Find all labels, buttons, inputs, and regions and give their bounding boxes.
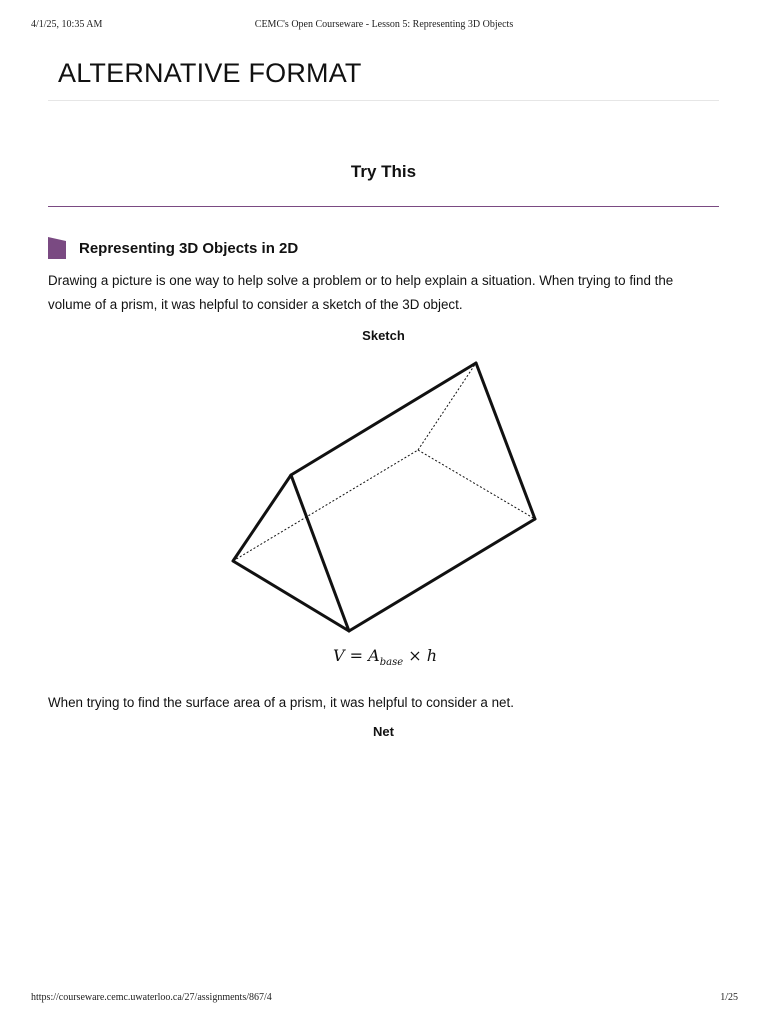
surface-area-paragraph: When trying to find the surface area of a prism, it was helpful to consider a net. (48, 695, 514, 710)
print-document-title: CEMC's Open Courseware - Lesson 5: Representing 3D Objects (254, 19, 514, 30)
intro-paragraph: Drawing a picture is one way to help solve a problem or to help explain a situation. When trying to find the volume of a prism, it was helpful to consider a sketch of the 3D object. (48, 273, 674, 312)
section-divider (48, 206, 719, 207)
formula-area: A (368, 646, 380, 665)
print-header (0, 19, 768, 33)
bottom-edge (349, 519, 535, 631)
net-caption: Net (373, 724, 394, 739)
print-footer (0, 992, 768, 1006)
formula-equals: = (349, 646, 364, 665)
page-title: ALTERNATIVE FORMAT (58, 58, 362, 88)
front-triangle-face (233, 475, 349, 631)
subsection-heading: Representing 3D Objects in 2D (79, 239, 299, 257)
formula-height: h (426, 646, 438, 665)
sketch-caption: Sketch (362, 328, 405, 343)
print-url: https://courseware.cemc.uwaterloo.ca/27/assignments/867/4 (31, 992, 272, 1003)
hidden-edge (418, 363, 476, 450)
bookmark-flag-icon (48, 237, 66, 259)
volume-formula (333, 646, 437, 668)
formula-volume: V (333, 646, 345, 665)
subsection-header (48, 236, 298, 260)
formula-subscript: base (379, 657, 404, 669)
formula-times: × (408, 646, 422, 665)
top-edge (291, 363, 476, 475)
hidden-edge (418, 450, 535, 519)
section-heading: Try This (350, 162, 417, 181)
title-divider (48, 100, 719, 101)
page-number: 1/25 (720, 992, 738, 1003)
back-right-edge (476, 363, 535, 519)
hidden-edge (233, 450, 418, 561)
print-datetime: 4/1/25, 10:35 AM (31, 19, 103, 30)
